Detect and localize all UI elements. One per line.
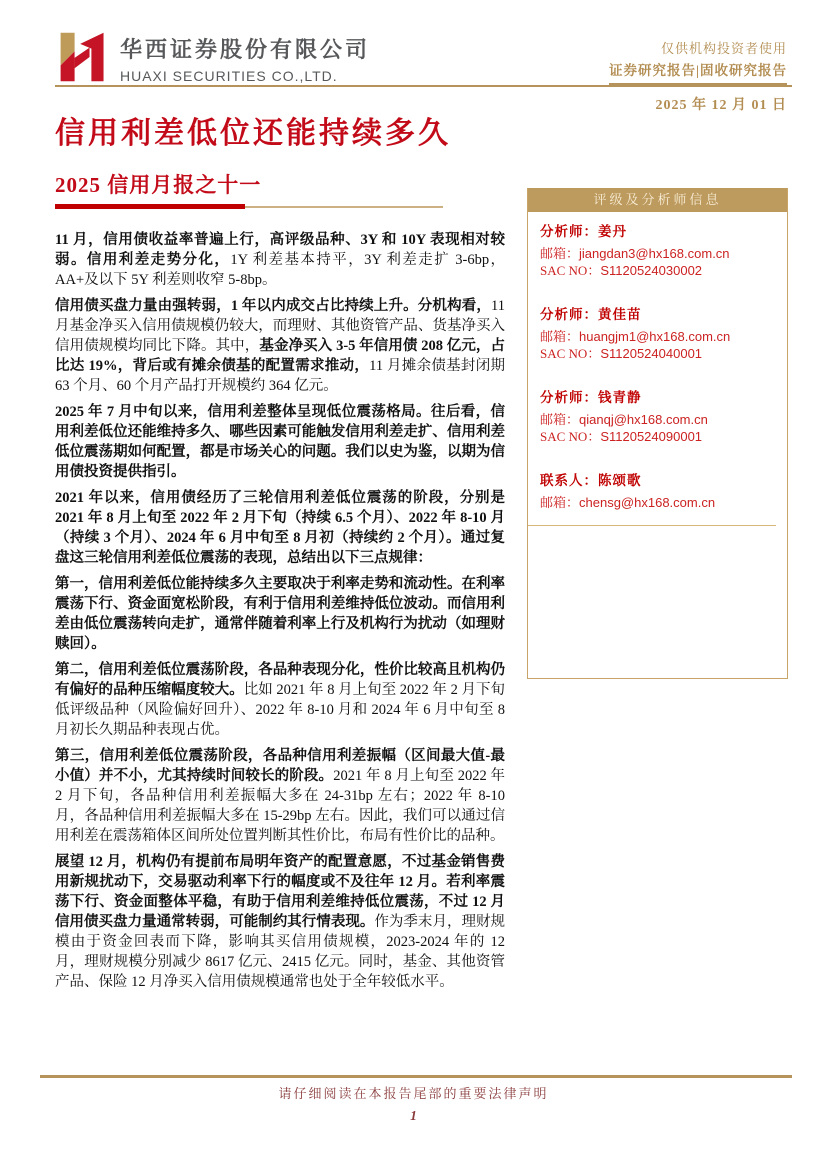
body-paragraph — [55, 402, 505, 482]
body-paragraph — [55, 230, 505, 290]
analyst-email-label-line — [540, 411, 775, 428]
body-paragraph — [55, 852, 505, 992]
sidebar-box — [527, 188, 788, 679]
body-paragraph — [55, 746, 505, 846]
body-text-bold: 信用债买盘力量由强转弱，1 年以内成交占比持续上升。分机构看， — [55, 298, 492, 314]
analyst-email-label: 邮箱： — [540, 412, 580, 427]
body-text: 2021 年 8 月上旬至 2022 年 2 月下旬，各品种信用利差振幅大多在 24-31bp 左右；2022 年 8-10 月，各品种信用利差振幅大多在 15-29bp 左右。因此，我们可以通过信用利差在震荡箱体区间所处位置判断其性价比，布局有性价比的品种。 — [55, 768, 506, 844]
body-text-bold: 基金净买入 3-5 年信用债 208 亿元，占比达 19%，背后或有摊余债基的配置需求推动， — [55, 338, 506, 374]
body-text-bold: 第三，信用利差低位震荡阶段，各品种信用利差振幅（区间最大值-最小值）并不小，尤其持续时间较长的阶段。 — [55, 748, 505, 784]
analyst-name-line: 分析师：姜丹 — [540, 224, 627, 239]
body-text: 11 月基金净买入信用债规模仍较大，而理财、其他资管产品、货基净买入信用债规模均同比下降。其中， — [55, 298, 505, 354]
body-paragraph — [55, 488, 505, 568]
analyst-sac-label-line — [540, 428, 775, 445]
page-title: 信用利差低位还能持续多久 — [55, 117, 451, 150]
analyst-sac-label: SAC NO： — [540, 429, 601, 444]
company-block — [120, 33, 370, 84]
body-text: 作为季末月，理财规模由于资金回表而下降，影响其买信用债规模，2023-2024 年的 12 月，理财规模分别减少 8617 亿元、2415 亿元。同时，基金、其他资管产品、保险 12 月净买入信用债规模通常也处于全年较低水平。 — [55, 914, 506, 990]
analyst-sac-label-line — [540, 262, 775, 279]
body-paragraphs — [55, 230, 505, 998]
body-text: 1Y 利差基本持平，3Y 利差走扩 3-6bp，AA+及以下 5Y 利差则收窄 5-8bp。 — [55, 252, 506, 288]
analyst-email: jiangdan3@hx168.com.cn — [579, 246, 730, 261]
body-text-bold: 展望 12 月，机构仍有提前布局明年资产的配置意愿，不过基金销售费用新规扰动下，交易驱动利率下行的幅度或不及往年 12 月。若利率震荡下行、资金面整体平稳，有助于信用利差维持低位震荡，不过 12 月信用债买盘力量通常转弱，可能制约其行情表现。 — [55, 854, 505, 930]
body-text-bold: 11 月，信用债收益率普遍上行，高评级品种、3Y 和 10Y 表现相对较弱。信用利差走势分化， — [55, 232, 505, 268]
body-text-bold: 第一，信用利差低位能持续多久主要取决于利率走势和流动性。在利率震荡下行、资金面宽松阶段，有利于信用利差维持低位波动。而信用利差由低位震荡转向走扩，通常伴随着利率上行及机构行为扰动（如理财赎回）。 — [55, 576, 505, 652]
report-date: 2025 年 12 月 01 日 — [655, 98, 787, 113]
body-paragraph — [55, 296, 505, 396]
analyst-name-line: 分析师：黄佳苗 — [540, 307, 642, 322]
analyst-email-label: 邮箱： — [540, 246, 580, 261]
page-number: 1 — [410, 1108, 417, 1123]
sidebar-divider — [528, 525, 776, 526]
body-text-bold: 2025 年 7 月中旬以来，信用利差整体呈现低位震荡格局。往后看，信用利差低位还能维持多久、哪些因素可能触发信用利差走扩、信用利差低位震荡期如何配置，都是市场关心的问题。我们以史为鉴，以期为信用债投资提供指引。 — [55, 404, 505, 480]
analyst-sac: S1120524040001 — [600, 346, 703, 361]
company-name-en: HUAXI SECURITIES CO.,LTD. — [120, 68, 338, 84]
analyst-email-label-line — [540, 494, 775, 511]
analyst-sac-label: SAC NO： — [540, 263, 601, 278]
analyst-email: huangjm1@hx168.com.cn — [579, 329, 731, 344]
analyst-email-label: 邮箱： — [540, 329, 580, 344]
analyst-email-label: 邮箱： — [540, 495, 580, 510]
analyst-name-line: 分析师：钱青静 — [540, 390, 642, 405]
analyst-email-label-line — [540, 328, 775, 345]
analyst-entry — [540, 220, 775, 279]
body-text: 比如 2021 年 8 月上旬至 2022 年 2 月下旬低评级品种（风险偏好回升）、2022 年 8-10 月和 2024 年 6 月中旬至 8 月初长久期品种表现占优。 — [55, 682, 506, 738]
body-text-bold: 2021 年以来，信用债经历了三轮信用利差低位震荡的阶段，分别是 2021 年 8 月上旬至 2022 年 2 月下旬（持续 6.5 个月）、2022 年 8-10 月（持续 3 个月）、2024 年 6 月中旬至 8 月初（持续约 2 个月）。通过复盘这三轮信用利差低位震荡的表现，总结出以下三点规律： — [55, 490, 505, 566]
company-name-cn: 华西证券股份有限公司 — [120, 37, 371, 62]
page-subtitle: 2025 信用月报之十一 — [55, 173, 262, 197]
analyst-email: qianqj@hx168.com.cn — [579, 412, 708, 427]
body-paragraph — [55, 660, 505, 740]
huaxi-logo-icon — [55, 28, 111, 86]
analyst-entry — [540, 303, 775, 362]
sidebar-title: 评级及分析师信息 — [528, 188, 787, 212]
subtitle-rule-red — [55, 204, 245, 209]
legal-notice: 请仔细阅读在本报告尾部的重要法律声明 — [278, 1086, 549, 1101]
analyst-sac: S1120524030002 — [600, 263, 703, 278]
subtitle-rule-gold — [245, 206, 443, 208]
footer-rule — [40, 1075, 792, 1078]
analyst-list — [528, 212, 787, 511]
analyst-sac: S1120524090001 — [600, 429, 703, 444]
analyst-email-label-line — [540, 245, 775, 262]
analyst-name-line: 联系人：陈颂歌 — [540, 473, 642, 488]
analyst-sac-label-line — [540, 345, 775, 362]
body-paragraph — [55, 574, 505, 654]
usage-notice: 仅供机构投资者使用 — [660, 41, 787, 56]
analyst-entry — [540, 386, 775, 445]
header-rule — [55, 85, 792, 87]
analyst-sac-label: SAC NO： — [540, 346, 601, 361]
analyst-email: chensg@hx168.com.cn — [579, 495, 716, 510]
analyst-entry — [540, 469, 775, 511]
body-text-bold: 第二，信用利差低位震荡阶段，各品种表现分化，性价比较高且机构仍有偏好的品种压缩幅度较大。 — [55, 662, 505, 698]
body-text: 11 月摊余债基封闭期 63 个月、60 个月产品打开规模约 364 亿元。 — [55, 358, 505, 394]
report-type: 证券研究报告|固收研究报告 — [609, 59, 787, 86]
